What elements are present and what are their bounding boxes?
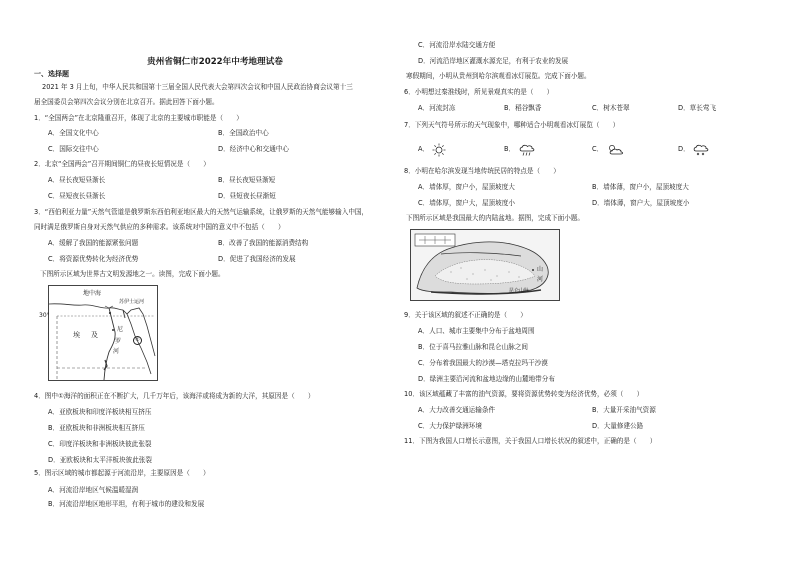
label-country-1: 埃 — [73, 331, 80, 339]
question-3: 3．“西伯利亚力量”天然气管道是俄罗斯东西伯利亚地区最大的天然气运输系统，让俄罗斯的天然气能够输入中国， — [34, 208, 369, 216]
label-range: 昆仑山脉 — [509, 288, 530, 294]
label-river: 河 — [537, 276, 544, 283]
option-3a[interactable]: A．缓解了我国的能源紧张问题 — [48, 239, 139, 247]
option-9c[interactable]: C．分布着我国最大的沙漠—塔克拉玛干沙漠 — [418, 359, 548, 367]
option-10b[interactable]: B．大量开采油气资源 — [592, 406, 656, 414]
option-6d[interactable]: D．草长莺飞 — [678, 104, 717, 112]
question-2: 2．北京“全国两会”召开期间铜仁的昼夜长短情况是（ ） — [34, 160, 210, 168]
exam-title: 贵州省铜仁市2022年中考地理试卷 — [147, 57, 283, 67]
option-6a[interactable]: A．河流封冻 — [418, 104, 456, 112]
intro-harbin: 寒假期间，小明从贵州到哈尔滨观看冰灯展览。完成下面小题。 — [406, 72, 591, 80]
option-6b[interactable]: B．稻谷飘香 — [504, 104, 542, 112]
option-10c[interactable]: C．大力保护绿洲环境 — [418, 422, 482, 430]
option-3b[interactable]: B．改善了我国的能源消费结构 — [218, 239, 309, 247]
option-2a[interactable]: A．昼长夜短昼渐长 — [48, 176, 106, 184]
option-4a[interactable]: A．亚欧板块和印度洋板块相互挤压 — [48, 408, 152, 416]
question-7: 7．下列天气符号所示的天气现象中，哪种适合小明观看冰灯展览（ ） — [404, 121, 620, 129]
cloud-snow-icon — [692, 143, 710, 157]
label-river-2: 罗 — [115, 338, 122, 345]
cloud-rain-icon — [518, 143, 536, 157]
tarim-basin-map — [410, 229, 560, 301]
option-7a[interactable]: A． — [418, 145, 430, 153]
option-4c[interactable]: C．印度洋板块和非洲板块彼此张裂 — [48, 440, 152, 448]
option-2d[interactable]: D．昼短夜长昼渐短 — [218, 192, 276, 200]
label-canal: 苏伊士运河 — [119, 299, 145, 305]
question-1: 1．“全国两会”在北京隆重召开，体现了北京的主要城市职能是（ ） — [34, 114, 243, 122]
option-9d[interactable]: D．绿洲主要沿河流和盆地边缘的山麓地带分布 — [418, 375, 555, 383]
option-8d[interactable]: D．墙体薄，窗户大，屋顶坡度小 — [592, 199, 690, 207]
question-4: 4．图中①海洋的面积正在不断扩大，几千万年后，该海洋或将成为新的大洋，其原因是（ ） — [34, 392, 315, 400]
option-2b[interactable]: B．昼长夜短昼渐短 — [218, 176, 276, 184]
option-5a[interactable]: A．河流沿岸地区气候温暖湿润 — [48, 486, 139, 494]
label-river-1: 尼 — [117, 326, 124, 333]
option-6c[interactable]: C．树木苍翠 — [592, 104, 630, 112]
label-marker — [133, 336, 142, 345]
option-2c[interactable]: C．昼短夜长昼渐长 — [48, 192, 106, 200]
label-mountain: 山 — [537, 266, 544, 273]
label-river-3: 河 — [113, 348, 120, 355]
option-5d[interactable]: D．河流沿岸地区灌溉水源充足，有利于农业的发展 — [418, 57, 569, 65]
option-10a[interactable]: A．大力改善交通运输条件 — [418, 406, 496, 414]
question-5: 5．图示区域的城市都起源于河流沿岸，主要原因是（ ） — [34, 469, 210, 477]
option-8c[interactable]: C．墙体厚，窗户大，屋顶坡度小 — [418, 199, 515, 207]
option-4b[interactable]: B．亚欧板块和非洲板块相互挤压 — [48, 424, 145, 432]
option-7b[interactable]: B． — [504, 145, 516, 153]
option-3d[interactable]: D．促进了我国经济的发展 — [218, 255, 296, 263]
option-1d[interactable]: D．经济中心和交通中心 — [218, 145, 290, 153]
cloud-sun-icon — [606, 143, 624, 157]
sun-icon — [432, 143, 446, 157]
question-3-cont: 同时满足俄罗斯自身对天然气供应的多种需求。该系统对中国的意义中不包括（ ） — [34, 223, 285, 231]
tarim-basin-drawing — [411, 230, 559, 300]
egypt-map — [39, 285, 158, 381]
option-9b[interactable]: B．位于喜马拉雅山脉和昆仑山脉之间 — [418, 343, 529, 351]
option-8b[interactable]: B．墙体薄，窗户小，屋顶坡度大 — [592, 183, 689, 191]
question-8: 8．小明在哈尔滨发现当地传统民居的特点是（ ） — [404, 167, 560, 175]
option-4d[interactable]: D．亚欧板块和太平洋板块彼此张裂 — [48, 456, 152, 464]
option-1c[interactable]: C．国际交往中心 — [48, 145, 99, 153]
option-9a[interactable]: A．人口、城市主要集中分布于盆地周围 — [418, 327, 535, 335]
option-5c[interactable]: C．河流沿岸水陆交通方便 — [418, 41, 496, 49]
question-6: 6．小明想过秦淮线时，所见景观真实的是（ ） — [404, 88, 554, 96]
intro-text: 届全国委员会第四次会议分别在北京召开。据此回答下面小题。 — [34, 98, 219, 106]
marker-circle: ① — [133, 336, 142, 345]
option-5b[interactable]: B．河流沿岸地区地形平坦，有利于城市的建设和发展 — [48, 500, 205, 508]
question-11: 11．下图为我国人口增长示意图，关于我国人口增长状况的叙述中，正确的是（ ） — [404, 437, 657, 445]
option-7c[interactable]: C． — [592, 145, 604, 153]
option-3c[interactable]: C．将资源优势转化为经济优势 — [48, 255, 139, 263]
option-8a[interactable]: A．墙体厚，窗户小，屋顶坡度大 — [418, 183, 515, 191]
question-9: 9．关于该区域的叙述不正确的是（ ） — [404, 311, 527, 319]
figure-1-intro: 下图所示区域为世界古文明发源地之一。读图，完成下面小题。 — [40, 270, 225, 278]
label-sea: 地中海 — [83, 290, 102, 297]
option-10d[interactable]: D．大量修建公路 — [592, 422, 644, 430]
figure-2-intro: 下图所示区域是我国最大的内陆盆地。据图，完成下面小题。 — [406, 214, 585, 222]
option-7d[interactable]: D． — [678, 145, 690, 153]
option-1a[interactable]: A．全国文化中心 — [48, 129, 99, 137]
label-country-2: 及 — [91, 331, 98, 339]
option-1b[interactable]: B．全国政治中心 — [218, 129, 269, 137]
label-latitude: 30° — [39, 312, 50, 319]
intro-text: 2021 年 3 月上旬，中华人民共和国第十三届全国人民代表大会第四次会议和中国人民政治协商会议第十三 — [42, 83, 353, 91]
section-heading: 一、选择题 — [34, 70, 69, 78]
question-10: 10．该区域蕴藏了丰富的油气资源，要将资源优势转变为经济优势，必须（ ） — [404, 390, 644, 398]
